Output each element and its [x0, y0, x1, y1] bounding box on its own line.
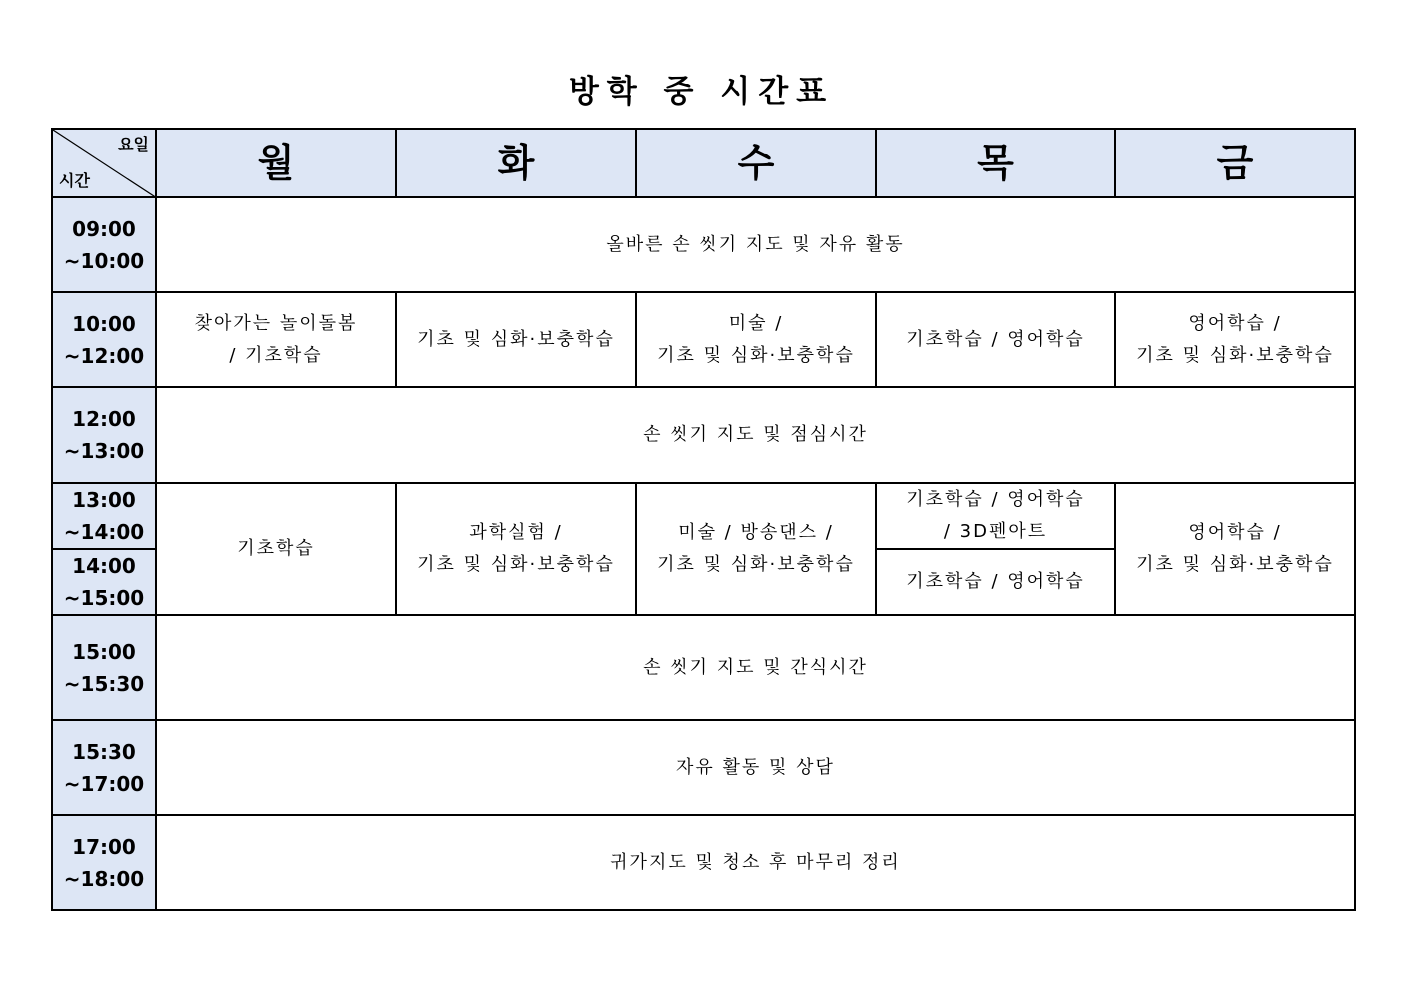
activity-cell-thu — [876, 292, 1115, 387]
time-end: ~14:00 — [63, 520, 145, 544]
time-cell — [52, 483, 156, 549]
header-row — [52, 129, 1355, 197]
corner-time-label: 시간 — [59, 171, 90, 190]
activity-line: 기초학습 / 영어학습 — [906, 328, 1085, 350]
activity-line: / 기초학습 — [229, 344, 323, 366]
activity-cell-tue — [396, 483, 636, 615]
day-header-mon: 월 — [156, 129, 396, 197]
activity-cell-wed — [636, 483, 876, 615]
activity-line: 미술 / — [728, 312, 784, 334]
activity-line: 기초 및 심화·보충학습 — [657, 344, 855, 366]
time-cell — [52, 292, 156, 387]
activity-line: 기초 및 심화·보충학습 — [417, 554, 615, 575]
time-end: ~15:30 — [63, 671, 145, 696]
time-end: ~13:00 — [63, 439, 145, 463]
activity-cell: 손 씻기 지도 및 점심시간 — [156, 387, 1355, 483]
time-cell — [52, 197, 156, 292]
time-cell — [52, 720, 156, 815]
activity-cell-thu — [876, 483, 1115, 549]
page-title: 방학 중 시간표 — [568, 74, 835, 110]
time-cell — [52, 387, 156, 483]
time-start: 09:00 — [72, 216, 136, 241]
activity-line: 영어학습 / — [1188, 522, 1282, 543]
activity-line: 기초 및 심화·보충학습 — [657, 554, 855, 575]
day-header-tue: 화 — [396, 129, 636, 197]
corner-day-label: 요일 — [118, 135, 149, 154]
activity-cell: 자유 활동 및 상담 — [156, 720, 1355, 815]
activity-line: 기초 및 심화·보충학습 — [1136, 554, 1334, 575]
activity-line: 찾아가는 놀이돌봄 — [194, 312, 358, 334]
time-start: 13:00 — [72, 488, 136, 512]
time-cell — [52, 549, 156, 615]
activity-cell-mon — [156, 483, 396, 615]
time-start: 15:30 — [72, 739, 136, 764]
activity-cell-tue — [396, 292, 636, 387]
activity-cell: 손 씻기 지도 및 간식시간 — [156, 615, 1355, 720]
day-header-wed: 수 — [636, 129, 876, 197]
table-row — [52, 483, 1355, 549]
activity-line: 기초 및 심화·보충학습 — [417, 328, 615, 350]
activity-line: 기초 및 심화·보충학습 — [1136, 344, 1334, 366]
activity-line: 기초학습 / 영어학습 — [906, 571, 1085, 592]
activity-cell-fri — [1115, 483, 1355, 615]
corner-cell — [52, 129, 156, 197]
time-cell — [52, 615, 156, 720]
activity-line: 기초학습 — [237, 538, 315, 559]
activity-cell: 올바른 손 씻기 지도 및 자유 활동 — [156, 197, 1355, 292]
table-row — [52, 292, 1355, 387]
activity-cell: 귀가지도 및 청소 후 마무리 정리 — [156, 815, 1355, 910]
time-end: ~12:00 — [63, 343, 145, 368]
day-header-fri: 금 — [1115, 129, 1355, 197]
activity-line: / 3D펜아트 — [943, 521, 1048, 542]
activity-cell-thu — [876, 549, 1115, 615]
activity-cell-fri — [1115, 292, 1355, 387]
time-start: 10:00 — [72, 311, 136, 336]
table-row — [52, 720, 1355, 815]
time-start: 15:00 — [72, 639, 136, 664]
table-row — [52, 197, 1355, 292]
timetable — [51, 128, 1356, 911]
time-end: ~15:00 — [63, 586, 145, 610]
time-cell — [52, 815, 156, 910]
table-row — [52, 815, 1355, 910]
activity-line: 영어학습 / — [1188, 312, 1282, 334]
table-row — [52, 387, 1355, 483]
time-end: ~18:00 — [63, 866, 145, 891]
table-row — [52, 615, 1355, 720]
activity-cell-wed — [636, 292, 876, 387]
time-start: 12:00 — [72, 407, 136, 431]
activity-line: 과학실험 / — [469, 522, 563, 543]
time-start: 17:00 — [72, 834, 136, 859]
day-header-thu: 목 — [876, 129, 1115, 197]
time-end: ~17:00 — [63, 771, 145, 796]
activity-line: 기초학습 / 영어학습 — [906, 489, 1085, 510]
activity-cell-mon — [156, 292, 396, 387]
time-start: 14:00 — [72, 554, 136, 578]
activity-line: 미술 / 방송댄스 / — [678, 522, 834, 543]
time-end: ~10:00 — [63, 248, 145, 273]
